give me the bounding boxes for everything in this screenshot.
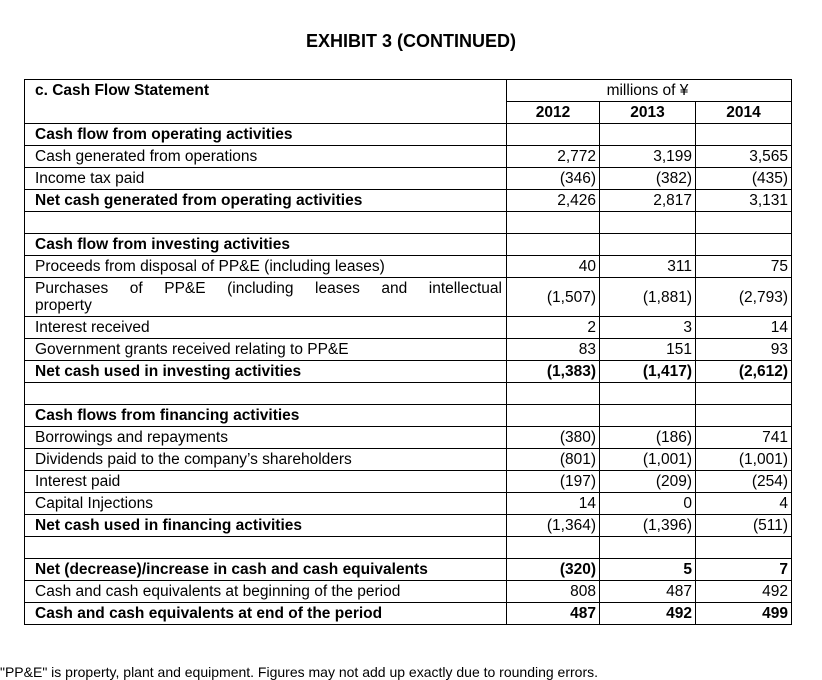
header-row [25,80,792,102]
table-row: Capital Injections 14 0 4 [25,493,792,515]
financing-heading-row [25,405,792,427]
financing-heading: Cash flows from financing activities [25,405,507,427]
statement-title: c. Cash Flow Statement [25,80,507,102]
year-2014: 2014 [696,102,792,124]
table-row: Cash generated from operations 2,772 3,199 3,565 [25,146,792,168]
table-row: Cash and cash equivalents at beginning of the period 808 487 492 [25,581,792,603]
investing-heading: Cash flow from investing activities [25,234,507,256]
spacer-row [25,537,792,559]
table-row: Proceeds from disposal of PP&E (including leases) 40 311 75 [25,256,792,278]
table-row: Cash and cash equivalents at end of the period 487 492 499 [25,603,792,625]
table-row: Net cash used in investing activities (1,383) (1,417) (2,612) [25,361,792,383]
exhibit-title: EXHIBIT 3 (CONTINUED) [305,31,516,51]
year-2012: 2012 [507,102,600,124]
operating-heading: Cash flow from operating activities [25,124,507,146]
table-row: Interest paid (197) (209) (254) [25,471,792,493]
table-row: Government grants received relating to PP&E 83 151 93 [25,339,792,361]
unit-label: millions of ¥ [600,80,696,102]
table-row: Net cash generated from operating activities 2,426 2,817 3,131 [25,190,792,212]
table-row: Net (decrease)/increase in cash and cash equivalents (320) 5 7 [25,559,792,581]
table-row: Income tax paid (346) (382) (435) [25,168,792,190]
cash-flow-table [24,79,792,625]
table-row: Purchases of PP&E (including leases and intellectual property (1,507) (1,881) (2,793) [25,278,792,317]
table-row: Interest received 2 3 14 [25,317,792,339]
year-2013: 2013 [600,102,696,124]
table-row: Net cash used in financing activities (1,364) (1,396) (511) [25,515,792,537]
investing-heading-row [25,234,792,256]
table-row: Dividends paid to the company’s shareholders (801) (1,001) (1,001) [25,449,792,471]
spacer-row [25,383,792,405]
spacer-row [25,212,792,234]
operating-heading-row [25,124,792,146]
table-row: Borrowings and repayments (380) (186) 741 [25,427,792,449]
year-row [25,102,792,124]
footnote: "PP&E" is property, plant and equipment. Figures may not add up exactly due to rounding errors. [0,664,599,680]
